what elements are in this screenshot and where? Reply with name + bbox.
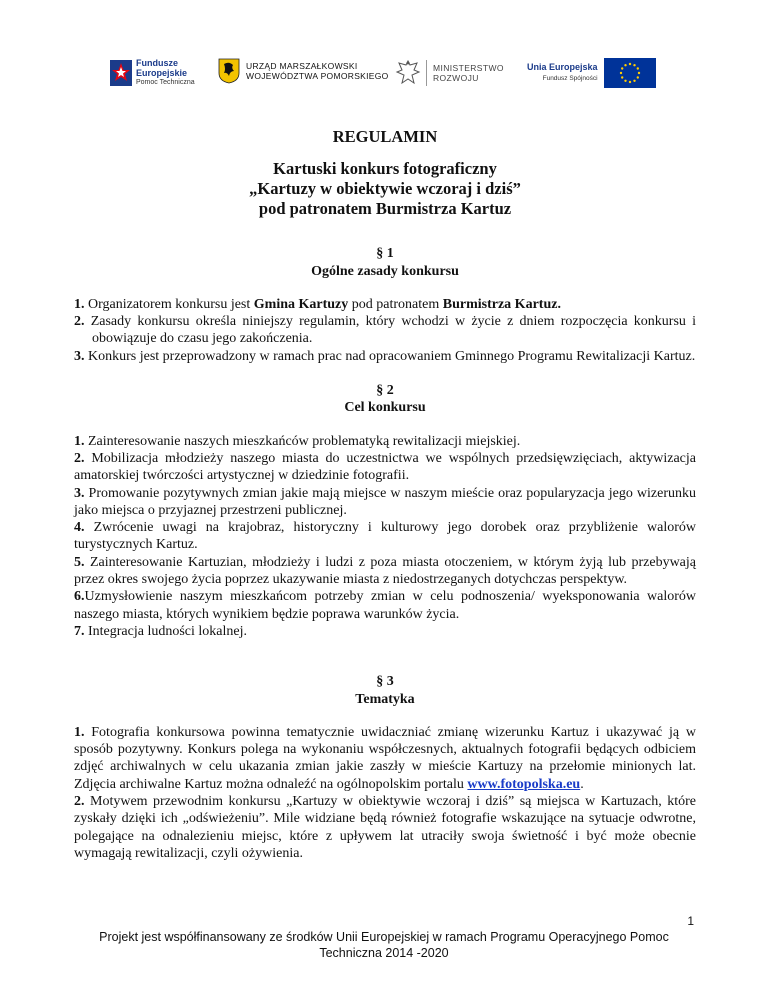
- fotopolska-link[interactable]: www.fotopolska.eu: [467, 776, 581, 792]
- eu-star: [628, 81, 630, 83]
- logo-ministerstwo-rozwoju: [395, 58, 504, 88]
- fe-star-icon: [110, 60, 132, 86]
- subtitle-line1: Kartuski konkurs fotograficzny: [273, 159, 497, 179]
- eu-star: [636, 67, 638, 69]
- list-item: 2. Mobilizacja młodzieży naszego miasta do uczestnictwa we wspólnych przedsięwzięciach, aktywizacja amatorskiej twórczości artystycznej w dziedzinie fotografii.: [74, 450, 696, 484]
- eu-star: [624, 64, 626, 66]
- mr-line2: ROZWOJU: [433, 73, 479, 83]
- griffin-icon: [218, 58, 240, 84]
- subtitle-line3: pod patronatem Burmistrza Kartuz: [258, 199, 512, 219]
- footer-line2: Techniczna 2014 -2020: [319, 946, 449, 960]
- eu-line1: Unia Europejska: [527, 62, 598, 72]
- section-2: [74, 382, 696, 640]
- eu-flag-icon: [604, 58, 656, 88]
- eu-star: [633, 80, 635, 82]
- fe-line2: Europejskie: [136, 68, 188, 78]
- footer-line1: Projekt jest współfinansowany ze środków Unii Europejskiej w ramach Programu Operacyjnego Pomoc: [99, 930, 669, 944]
- fe-line3: Pomoc Techniczna: [136, 79, 195, 86]
- logo-fundusze-europejskie: [110, 58, 195, 88]
- um-line2: WOJEWÓDZTWA POMORSKIEGO: [246, 71, 389, 81]
- section-1: [74, 245, 696, 365]
- eu-star: [624, 80, 626, 82]
- logo-bar: [0, 58, 768, 98]
- eu-line2: Fundusz Spójności: [542, 75, 598, 82]
- section-number: § 1: [376, 246, 394, 262]
- logo-unia-europejska: [527, 58, 656, 88]
- eagle-icon: [395, 58, 421, 88]
- section-1-list: [74, 296, 696, 365]
- paragraph: 1. Fotografia konkursowa powinna tematycznie uwidaczniać zmianę wizerunku Kartuz i ukazywać ją w sposób pozytywny. Konkurs polega na wykonaniu współczesnych, aktualnych fotografii będących odbiciem zdjęć archiwalnych w celu ukazania zmian jakie zaszły w mieście Kartuzy na przełomie minionych lat. Zdjęcia archiwalne Kartuz można odnaleźć na ogólnopolskim portalu www.fotopolska.eu.: [74, 724, 696, 792]
- list-item: 2. Zasady konkursu określa niniejszy regulamin, który wchodzi w życie z dniem rozpoczęcia konkursu i obowiązuje do czasu jego zakończenia.: [74, 314, 696, 347]
- list-item: 3. Promowanie pozytywnych zmian jakie mają miejsce w naszym mieście oraz popularyzacja jego wizerunku jako miejsca o przyjaznej przestrzeni publicznej.: [74, 485, 696, 518]
- section-2-list: [74, 433, 696, 641]
- document-subtitle: [74, 159, 696, 219]
- logo-urzad-marszalkowski: [218, 58, 389, 84]
- section-number: § 3: [376, 674, 394, 690]
- eu-star: [633, 64, 635, 66]
- regulation-document: [74, 128, 696, 862]
- eu-star: [637, 72, 639, 74]
- um-line1: URZĄD MARSZAŁKOWSKI: [246, 61, 358, 71]
- list-item: 4. Zwrócenie uwagi na krajobraz, historyczny i kulturowy jego dorobek oraz przybliżenie walorów turystycznych Kartuz.: [74, 520, 696, 553]
- list-item: 6.Uzmysłowienie naszym mieszkańcom potrzeby zmian w celu podnoszenia/ wyeksponowania walorów naszego miasta, których wynikiem będzie poprawa warunków życia.: [74, 589, 696, 622]
- subtitle-line2: „Kartuzy w obiektywie wczoraj i dziś”: [249, 179, 521, 199]
- ministry-divider: [426, 60, 427, 86]
- section-3: [74, 673, 696, 862]
- eu-star: [621, 76, 623, 78]
- mr-line1: MINISTERSTWO: [433, 63, 504, 73]
- section-heading: Cel konkursu: [344, 400, 426, 416]
- section-3-body: [74, 724, 696, 862]
- list-item: 1. Zainteresowanie naszych mieszkańców problematyką rewitalizacji miejskiej.: [74, 433, 521, 449]
- section-heading: Ogólne zasady konkursu: [311, 263, 459, 279]
- eu-star: [621, 67, 623, 69]
- document-title: REGULAMIN: [332, 127, 438, 146]
- list-item: 7. Integracja ludności lokalnej.: [74, 623, 247, 639]
- section-number: § 2: [376, 383, 394, 399]
- eu-star: [628, 63, 630, 65]
- list-item: 5. Zainteresowanie Kartuzian, młodzieży i ludzi z poza miasta otoczeniem, w którym żyją lub przebywają przez okres swojego życia poprzez ukazywanie miasta z niedostrzeganych dotychczas perspektyw.: [74, 554, 696, 588]
- fe-line1: Fundusze: [136, 58, 178, 68]
- page-number: 1: [687, 914, 694, 928]
- list-item: 1. Organizatorem konkursu jest Gmina Kartuzy pod patronatem Burmistrza Kartuz.: [74, 296, 561, 312]
- paragraph: 2. Motywem przewodnim konkursu „Kartuzy w obiektywie wczoraj i dziś” są miejsca w Kartuzach, które zyskały dzięki ich „odświeżeniu”. Mile widziane będą również fotografie wskazujące na sytuacje odwrotne, polegające na odnalezieniu miejsc, które z upływem lat utraciły swoja świetność i być może obecnie wymagają rewitalizacji, czyli ożywienia.: [74, 794, 696, 861]
- eu-star: [636, 76, 638, 78]
- eu-star: [619, 72, 621, 74]
- list-item: 3. Konkurs jest przeprowadzony w ramach prac nad opracowaniem Gminnego Programu Rewitalizacji Kartuz.: [74, 348, 696, 364]
- page-footer: [0, 929, 768, 961]
- section-heading: Tematyka: [355, 691, 415, 707]
